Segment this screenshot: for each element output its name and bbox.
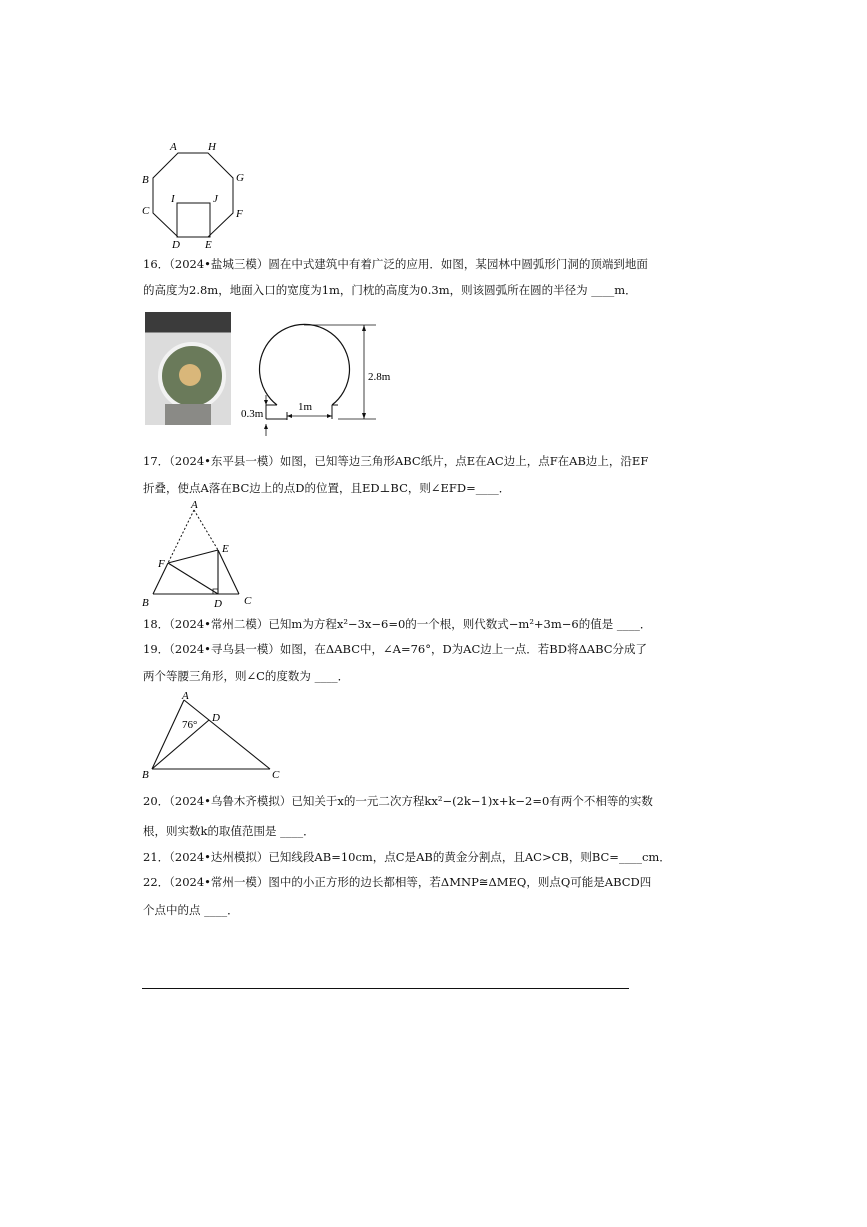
folded-triangle-figure [138,500,268,608]
label-E: E [205,239,212,250]
label-H: H [208,141,216,153]
moon-gate-diagram [238,316,408,440]
label-D: D [172,239,180,250]
q22-line1: 22．（2024•常州一模）图中的小正方形的边长都相等，若ΔMNP≅ΔMEQ，则点Q可能是ABCD四 [143,875,652,889]
bottom-rule [142,988,629,989]
label-J: J [213,193,218,205]
label-A: A [170,141,177,153]
label-D: D [214,598,222,608]
label-A: A [191,500,198,511]
q20-line2: 根，则实数k的取值范围是 ____． [143,824,315,838]
q19-line2: 两个等腰三角形，则∠C的度数为 ____． [143,669,350,683]
label-C: C [272,769,280,780]
label-F: F [158,558,165,570]
octagon-figure [138,138,248,250]
q17-line1: 17．（2024•东平县一模）如图，已知等边三角形ABC纸片，点E在AC边上，点F在AB边上，沿EF [143,454,649,468]
q22-line2: 个点中的点 ____． [143,903,239,917]
label-B: B [142,597,149,608]
label-D: D [212,712,220,724]
label-C: C [142,205,150,217]
width-label: 1m [298,401,313,413]
label-E: E [222,543,229,555]
label-G: G [236,172,244,184]
label-B: B [142,769,149,780]
q20-line1: 20．（2024•乌鲁木齐模拟）已知关于x的一元二次方程kx²−(2k−1)x+k−2=0有两个不相等的实数 [143,794,653,808]
q16-line2: 的高度为2.8m，地面入口的宽度为1m，门枕的高度为0.3m，则该圆弧所在圆的半径为 ____m． [143,283,637,297]
q16-line1: 16．（2024•盐城三模）圆在中式建筑中有着广泛的应用．如图，某园林中圆弧形门洞的顶端到地面 [143,257,648,271]
label-A: A [182,690,189,702]
height-label: 2.8m [368,371,391,383]
triangle-abc-figure [138,688,288,780]
moon-gate-photo [145,312,231,425]
q17-line2: 折叠，使点A落在BC边上的点D的位置，且ED⊥BC，则∠EFD=____． [143,481,511,495]
label-B: B [142,174,149,186]
q21-line1: 21．（2024•达州模拟）已知线段AB=10cm，点C是AB的黄金分割点，且AC>CB，则BC=____cm． [143,850,671,864]
q18-line1: 18．（2024•常州二模）已知m为方程x²−3x−6=0的一个根，则代数式−m²+3m−6的值是 ____． [143,617,652,631]
angle-label: 76° [182,719,198,731]
label-C: C [244,595,252,607]
label-I: I [171,193,175,205]
label-F: F [236,208,243,220]
q19-line1: 19．（2024•寻乌县一模）如图，在ΔABC中，∠A=76°，D为AC边上一点．若BD将ΔABC分成了 [143,642,648,656]
sill-height-label: 0.3m [241,408,264,420]
